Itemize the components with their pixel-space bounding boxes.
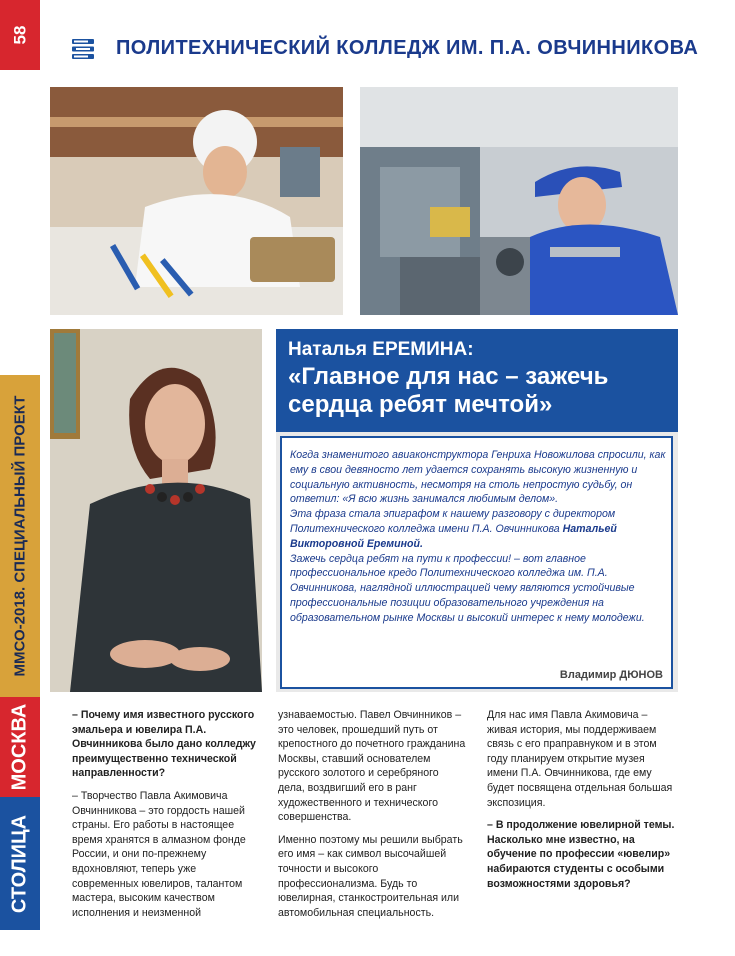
side-moskva-label: МОСКВА xyxy=(8,703,31,791)
photo-machine-shop xyxy=(360,87,678,315)
photo-jewelry-workshop xyxy=(50,87,343,315)
side-project-label: ММСО-2018. СПЕЦИАЛЬНЫЙ ПРОЕКТ xyxy=(11,395,29,677)
intro-paragraph-3: Зажечь сердца ребят на пути к профессии! – вот главное профессиональное кредо Политехнического колледжа им. П.А. Овчинникова, наглядной иллюстрацией чему являются устойчивые профессиональные позиции образовательного учреждения на образовательном рынке Москвы и высокий интерес к нему молодежи. xyxy=(290,552,645,624)
intro-paragraph-1: Когда знаменитого авиаконструктора Генриха Новожилова спросили, как ему в свои девяносто лет удается сохранять высокую жизненную и социальную активность, несмотря на столь непростую судьбу, он ответил: «Я всю жизнь занимался любимым делом». xyxy=(290,449,666,506)
intro-paragraph-2: Эта фраза стала эпиграфом к нашему разговору с директором Политехнического колледжа имени П.А. Овчинникова xyxy=(290,508,616,535)
question-1: – Почему имя известного русского эмальера и ювелира П.А. Овчинникова было дано колледжу преимущественно технической направленности? xyxy=(72,709,256,780)
headline-name: Наталья ЕРЕМИНА: xyxy=(288,339,474,360)
side-banner xyxy=(0,375,40,930)
page-number-tab xyxy=(0,0,40,70)
column-2-paragraph-2: Именно поэтому мы решили выбрать его имя – как символ высочайшей точности и высокого профессионализма. Будь то ювелирная, станкостроительная или автомобильная специальность. xyxy=(278,833,463,919)
photo-portrait-director xyxy=(50,329,262,692)
headline-quote: «Главное для нас – зажечь сердца ребят мечтой» xyxy=(288,363,609,418)
books-icon xyxy=(70,36,96,62)
intro-box xyxy=(276,432,678,692)
column-3-paragraph-1: Для нас имя Павла Акимовича – живая история, мы поддерживаем связь с его праправнуком и в этом году планируем открытие музея имени П.А. Овчинникова, где ему будет посвящена отдельная большая экспозиция. xyxy=(487,709,673,809)
intro-name-bold: Натальей Викторовной Ереминой. xyxy=(290,522,617,550)
body-column-1 xyxy=(72,708,262,928)
page-header-title: ПОЛИТЕХНИЧЕСКИЙ КОЛЛЕДЖ ИМ. П.А. ОВЧИННИКОВА xyxy=(116,37,699,59)
side-banner-project xyxy=(0,375,40,697)
answer-1: – Творчество Павла Акимовича Овчинникова – это гордость нашей страны. Его работы в настоящее время хранятся в алмазном фонде России, и они по-прежнему вдохновляют, теперь уже современных ювелиров, талантом мастера, высоким качеством исполнения и неизменной xyxy=(72,789,246,919)
intro-text xyxy=(290,448,668,626)
side-stolitsa-label: СТОЛИЦА xyxy=(8,814,31,913)
side-banner-stolitsa xyxy=(0,797,40,930)
side-banner-moskva xyxy=(0,697,40,797)
headline-box xyxy=(276,329,678,432)
question-2: – В продолжение ювелирной темы. Насколько мне известно, на обучение по профессии «ювелир» набираются студенты с особыми возможностями здоровья? xyxy=(487,819,675,890)
intro-frame xyxy=(280,436,673,689)
column-2-paragraph-1: узнаваемостью. Павел Овчинников – это человек, прошедший путь от крепостного до почетного гражданина Москвы, ставший основателем русского золотого и серебряного дела, воздвигший его в ранг художественного и технического совершенства. xyxy=(278,709,466,824)
page-number: 58 xyxy=(9,25,29,45)
body-column-3 xyxy=(487,708,677,899)
author-byline: Владимир ДЮНОВ xyxy=(559,669,663,681)
body-column-2 xyxy=(278,708,468,928)
